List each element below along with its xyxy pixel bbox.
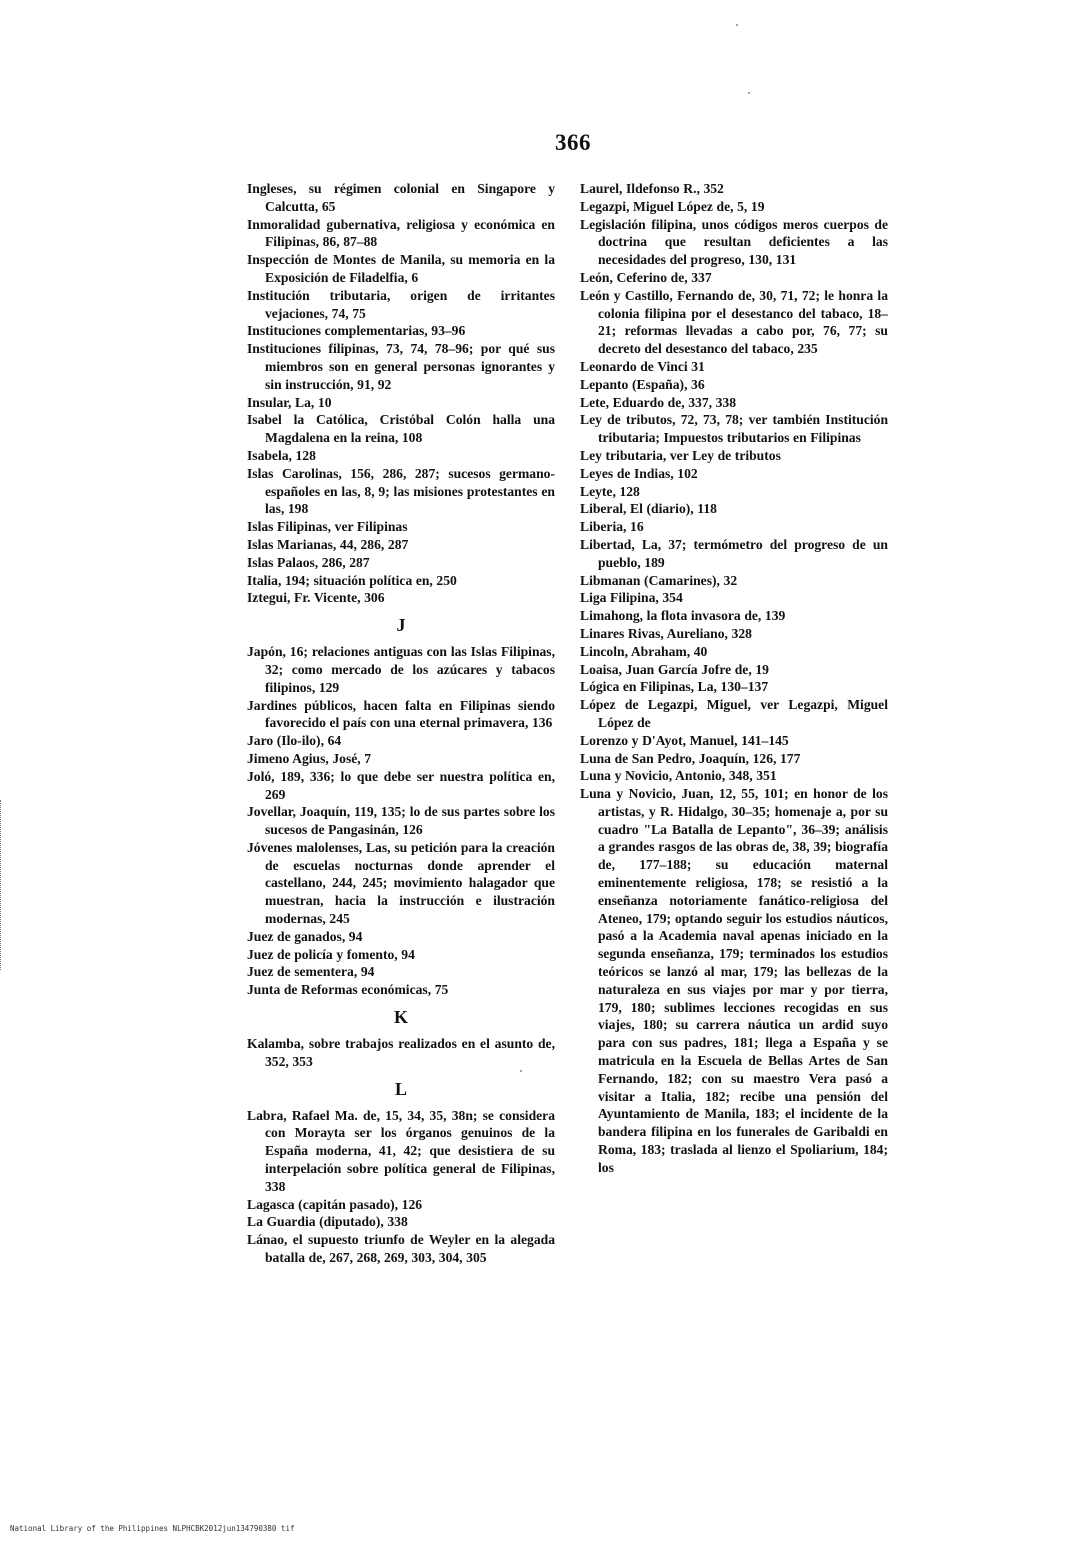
index-entry: Lorenzo y D'Ayot, Manuel, 141–145 — [580, 732, 789, 748]
index-entry: Jardines públicos, hacen falta en Filipinas siendo favorecido el país con una eternal primavera, 136 — [247, 697, 555, 731]
index-column-left — [247, 180, 555, 1267]
scan-fleck — [520, 1070, 522, 1072]
section-letter-l: L — [394, 1078, 407, 1099]
scan-edge-mark — [0, 800, 2, 970]
index-entry: Jóvenes malolenses, Las, su petición para la creación de escuelas nocturnas donde aprender el castellano, 244, 245; movimiento halagador que muestran, hacia la instrucción e ilustración modernas, 245 — [247, 839, 555, 927]
index-entry: Italia, 194; situación política en, 250 — [247, 572, 457, 588]
index-entry: Ley tributaria, ver Ley de tributos — [580, 447, 781, 463]
section-letter-k: K — [393, 1007, 408, 1028]
index-entry: Luna y Novicio, Antonio, 348, 351 — [580, 768, 777, 784]
page-number: 366 — [555, 130, 591, 155]
index-entry: Isabela, 128 — [247, 447, 316, 463]
scan-fleck — [736, 24, 738, 26]
index-entry: Juez de ganados, 94 — [247, 928, 363, 944]
index-entry: Limahong, la flota invasora de, 139 — [580, 608, 786, 624]
index-entry: Ingleses, su régimen colonial en Singapore y Calcutta, 65 — [247, 181, 555, 214]
scan-fleck — [748, 92, 750, 94]
index-entry: Leonardo de Vinci 31 — [580, 358, 705, 374]
index-entry: Instituciones complementarias, 93–96 — [247, 323, 466, 339]
index-entry: Lepanto (España), 36 — [580, 376, 705, 392]
index-entry: La Guardia (diputado), 338 — [247, 1214, 408, 1230]
index-entry: Legislación filipina, unos códigos meros cuerpos de doctrina que resultan deficientes a las necesidades del progreso, 130, 131 — [580, 216, 888, 268]
index-entry: Leyte, 128 — [580, 483, 640, 499]
index-entry: Libmanan (Camarines), 32 — [580, 572, 738, 588]
index-entry: Libertad, La, 37; termómetro del progreso de un pueblo, 189 — [580, 536, 888, 570]
index-entry: Liberia, 16 — [580, 519, 644, 535]
index-entry: Institución tributaria, origen de irritantes vejaciones, 74, 75 — [247, 287, 555, 321]
index-entry: Islas Marianas, 44, 286, 287 — [247, 536, 409, 552]
index-entry: Linares Rivas, Aureliano, 328 — [580, 625, 752, 641]
index-entry: Islas Filipinas, ver Filipinas — [247, 519, 408, 535]
index-entry: López de Legazpi, Miguel, ver Legazpi, Miguel López de — [580, 697, 888, 730]
index-entry: Juez de sementera, 94 — [247, 964, 375, 980]
index-entry: Leyes de Indias, 102 — [580, 465, 698, 481]
scan-footer: National Library of the Philippines NLPHCBK2012jun134790380 tif — [10, 1524, 295, 1533]
index-entry: Iztegui, Fr. Vicente, 306 — [247, 590, 385, 606]
index-entry: León y Castillo, Fernando de, 30, 71, 72; le honra la colonia filipina por el desestanco del tabaco, 18–21; reformas llevadas a cabo por, 76, 77; su decreto del desestanco del tabaco, 235 — [580, 287, 888, 357]
index-column-right — [580, 180, 888, 1177]
index-entry: Islas Palaos, 286, 287 — [247, 554, 370, 570]
index-entry: Luna y Novicio, Juan, 12, 55, 101; en honor de los artistas, y R. Hidalgo, 30–35; homenaje a, por su cuadro "La Batalla de Lepanto", 36–39; análisis a grandes rasgos de las obras de, 38, 39; biografía de, 177–188; su educación maternal eminentemente religiosa, 178; se resistió a la enseñanza notoriamente fanático-religiosa del Ateneo, 179; optando seguir los estudios náuticos, pasó a la Academia naval apenas iniciado en la segunda enseñanza, 179; terminados los estudios teóricos se lanzó al mar, 179; las bellezas de la naturaleza en sus viajes por mar y por tierra, 179, 180; sublimes lecciones recogidas en sus viajes, 180; su carrera náutica un ardid suyo para con sus padres, 181; llega a España y se matricula en la Escuela de Bellas Artes de San Fernando, 182; con su maestro Vera pasó a visitar a Italia, 182; recibe una pensión del Ayuntamiento de Manila, 183; el incidente de la bandera filipina en los funerales de Garibaldi en Roma, 183; traslada al lienzo el Spoliarium, 184; los — [580, 786, 888, 1175]
index-entry: Kalamba, sobre trabajos realizados en el asunto de, 352, 353 — [247, 1036, 555, 1069]
index-entry: Lagasca (capitán pasado), 126 — [247, 1196, 423, 1212]
index-entry: Liga Filipina, 354 — [580, 590, 683, 606]
index-entry: Laurel, Ildefonso R., 352 — [580, 181, 724, 196]
index-entry: Lánao, el supuesto triunfo de Weyler en la alegada batalla de, 267, 268, 269, 303, 304, 305 — [247, 1232, 555, 1266]
index-entry: Labra, Rafael Ma. de, 15, 34, 35, 38n; se considera con Morayta ser los órganos genuinos de la España moderna, 41, 42; que desistiera de su interpelación sobre política general de Filipinas, 338 — [247, 1107, 555, 1194]
index-entry: Liberal, El (diario), 118 — [580, 501, 717, 517]
section-letter-j: J — [396, 615, 406, 636]
index-entry: Joló, 189, 336; lo que debe ser nuestra política en, 269 — [247, 768, 555, 802]
index-entry: Japón, 16; relaciones antiguas con las Islas Filipinas, 32; como mercado de los azúcares y tabacos filipinos, 129 — [247, 644, 555, 695]
index-entry: Inmoralidad gubernativa, religiosa y económica en Filipinas, 86, 87–88 — [247, 216, 555, 250]
index-entry: Juez de policía y fomento, 94 — [247, 946, 415, 962]
index-entry: Instituciones filipinas, 73, 74, 78–96; por qué sus miembros son en general personas ignorantes y sin instrucción, 91, 92 — [247, 341, 555, 392]
index-entry: Luna de San Pedro, Joaquín, 126, 177 — [580, 750, 801, 766]
index-entry: Insular, La, 10 — [247, 394, 332, 410]
index-entry: Loaisa, Juan García Jofre de, 19 — [580, 661, 769, 677]
index-entry: Jaro (Ilo-ilo), 64 — [247, 733, 342, 749]
index-entry: León, Ceferino de, 337 — [580, 269, 712, 285]
index-entry: Isabel la Católica, Cristóbal Colón halla una Magdalena en la reina, 108 — [247, 412, 555, 446]
index-entry: Ley de tributos, 72, 73, 78; ver también Institución tributaria; Impuestos tributarios en Filipinas — [580, 412, 888, 446]
index-entry: Junta de Reformas económicas, 75 — [247, 982, 449, 998]
index-entry: Legazpi, Miguel López de, 5, 19 — [580, 198, 765, 214]
index-entry: Lete, Eduardo de, 337, 338 — [580, 394, 736, 410]
index-entry: Jovellar, Joaquín, 119, 135; lo de sus partes sobre los sucesos de Pangasinán, 126 — [247, 804, 555, 838]
index-entry: Jimeno Agius, José, 7 — [247, 750, 372, 766]
index-entry: Islas Carolinas, 156, 286, 287; sucesos germano-españoles en las, 8, 9; las misiones protestantes en las, 198 — [247, 465, 555, 517]
index-entry: Lógica en Filipinas, La, 130–137 — [580, 679, 769, 695]
index-entry: Lincoln, Abraham, 40 — [580, 643, 708, 659]
index-entry: Inspección de Montes de Manila, su memoria en la Exposición de Filadelfia, 6 — [247, 252, 555, 285]
